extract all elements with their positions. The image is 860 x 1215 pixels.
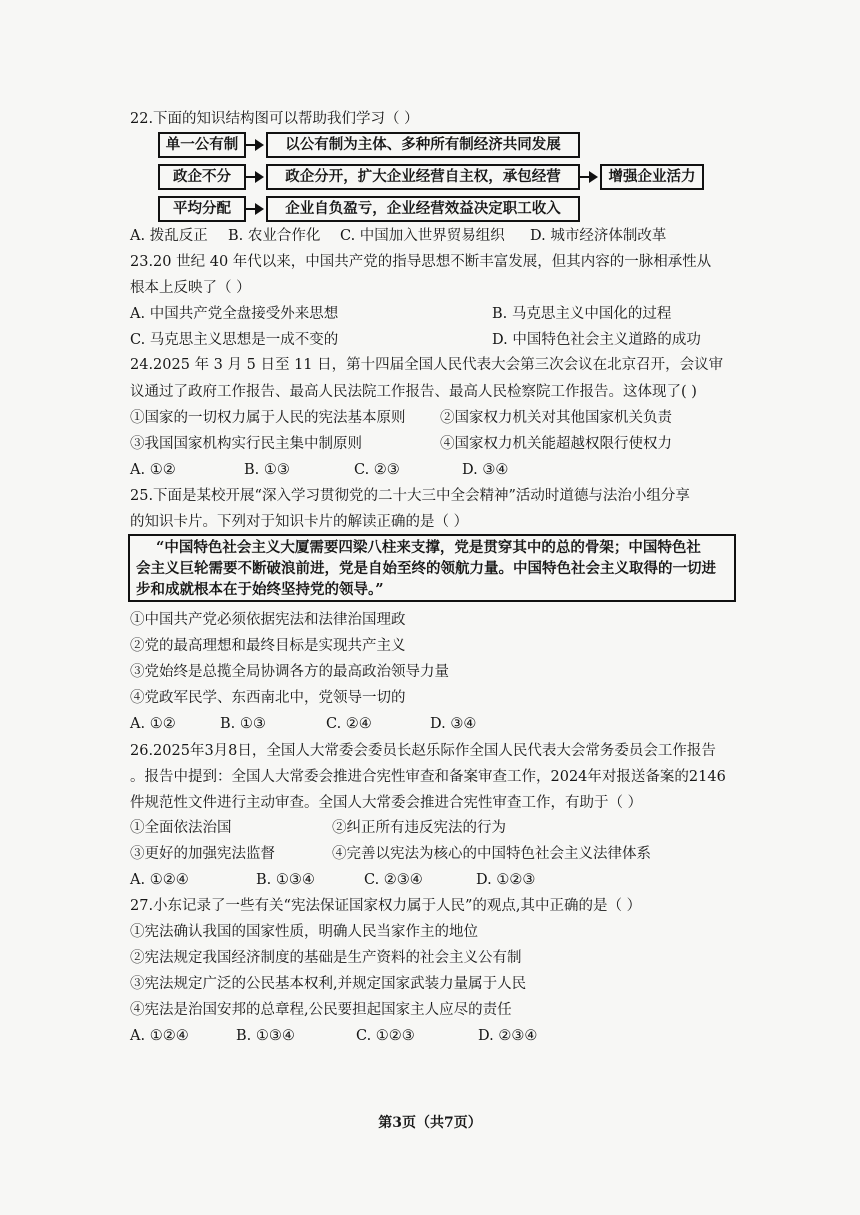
- q26-statement-3: ③更好的加强宪法监督: [130, 846, 275, 862]
- q27-statement-1: ①宪法确认我国的国家性质，明确人民当家作主的地位: [130, 924, 478, 940]
- q24-option-c: C. ②③: [354, 462, 400, 478]
- q23-stem-line1: 23.20 世纪 40 年代以来，中国共产党的指导思想不断丰富发展，但其内容的一脉相承性从: [130, 254, 712, 270]
- diagram-box-self-responsible: 企业自负盈亏，企业经营效益决定职工收入: [266, 196, 580, 222]
- knowledge-card-line1: “中国特色社会主义大厦需要四梁八柱来支撑，党是贯穿其中的总的骨架；中国特色社: [156, 539, 701, 556]
- q27-statement-2: ②宪法规定我国经济制度的基础是生产资料的社会主义公有制: [130, 950, 522, 966]
- q27-option-d: D. ②③④: [478, 1028, 538, 1044]
- q25-statement-2: ②党的最高理想和最终目标是实现共产主义: [130, 638, 406, 654]
- q23-stem-line2: 根本上反映了（ ）: [130, 280, 251, 296]
- q22-option-a: A. 拨乱反正: [130, 228, 208, 244]
- q24-statement-1: ①国家的一切权力属于人民的宪法基本原则: [130, 410, 406, 426]
- q27-statement-3: ③宪法规定广泛的公民基本权利,并规定国家武装力量属于人民: [130, 976, 527, 992]
- knowledge-card: [128, 534, 736, 602]
- page-number-footer: 第3页（共7页）: [378, 1115, 482, 1131]
- q25-option-c: C. ②④: [326, 716, 372, 732]
- q22-stem: 22.下面的知识结构图可以帮助我们学习（ ）: [130, 111, 419, 127]
- q24-statement-2: ②国家权力机关对其他国家机关负责: [440, 410, 672, 426]
- q25-option-a: A. ①②: [130, 716, 176, 732]
- q25-option-b: B. ①③: [220, 716, 266, 732]
- q26-option-d: D. ①②③: [476, 872, 536, 888]
- q25-stem-line2: 的知识卡片。下列对于知识卡片的解读正确的是（ ）: [130, 514, 469, 530]
- q26-option-a: A. ①②④: [130, 872, 189, 888]
- diagram-box-equal-distribution: 平均分配: [158, 196, 246, 222]
- q27-option-a: A. ①②④: [130, 1028, 189, 1044]
- q24-statement-3: ③我国国家机构实行民主集中制原则: [130, 436, 362, 452]
- q26-statement-1: ①全面依法治国: [130, 820, 232, 836]
- q25-statement-4: ④党政军民学、东西南北中，党领导一切的: [130, 690, 406, 706]
- diagram-arrow-1: [244, 144, 262, 146]
- q26-statement-2: ②纠正所有违反宪法的行为: [332, 820, 506, 836]
- q25-statement-3: ③党始终是总揽全局协调各方的最高政治领导力量: [130, 664, 449, 680]
- q24-stem-line2: 议通过了政府工作报告、最高人民法院工作报告、最高人民检察院工作报告。这体现了( ): [130, 384, 697, 400]
- q26-statement-4: ④完善以宪法为核心的中国特色社会主义法律体系: [332, 846, 651, 862]
- q27-option-b: B. ①③④: [236, 1028, 295, 1044]
- q25-statement-1: ①中国共产党必须依据宪法和法律治国理政: [130, 612, 406, 628]
- q22-option-b: B. 农业合作化: [228, 228, 321, 244]
- q24-option-d: D. ③④: [462, 462, 509, 478]
- diagram-box-separation: 政企分开，扩大企业经营自主权，承包经营: [266, 164, 580, 190]
- q27-stem: 27.小东记录了一些有关“宪法保证国家权力属于人民”的观点,其中正确的是（ ）: [130, 898, 642, 914]
- diagram-arrow-4: [244, 208, 262, 210]
- knowledge-card-line3: 步和成就根本在于始终坚持党的领导。”: [136, 581, 384, 598]
- q22-option-c: C. 中国加入世界贸易组织: [340, 228, 505, 244]
- q24-option-b: B. ①③: [244, 462, 290, 478]
- diagram-box-public-main: 以公有制为主体、多种所有制经济共同发展: [266, 132, 580, 158]
- diagram-box-no-separation: 政企不分: [158, 164, 246, 190]
- q26-stem-line3: 件规范性文件进行主动审查。全国人大常委会推进合宪性审查工作，有助于（ ）: [130, 795, 643, 811]
- q26-option-c: C. ②③④: [364, 872, 423, 888]
- diagram-arrow-2: [244, 176, 262, 178]
- q23-option-c: C. 马克思主义思想是一成不变的: [130, 332, 339, 348]
- diagram-box-single-public: 单一公有制: [158, 132, 246, 158]
- q26-option-b: B. ①③④: [256, 872, 315, 888]
- q24-stem-line1: 24.2025 年 3 月 5 日至 11 日，第十四届全国人民代表大会第三次会议在北京召开，会议审: [130, 357, 724, 373]
- q25-stem-line1: 25.下面是某校开展“深入学习贯彻党的二十大三中全会精神”活动时道德与法治小组分享: [130, 488, 690, 504]
- q23-option-d: D. 中国特色社会主义道路的成功: [492, 332, 701, 348]
- q24-option-a: A. ①②: [130, 462, 176, 478]
- q26-stem-line2: 。报告中提到：全国人大常委会推进合宪性审查和备案审查工作，2024年对报送备案的2146: [130, 769, 726, 785]
- q23-option-b: B. 马克思主义中国化的过程: [492, 306, 672, 322]
- q24-statement-4: ④国家权力机关能超越权限行使权力: [440, 436, 672, 452]
- q23-option-a: A. 中国共产党全盘接受外来思想: [130, 306, 339, 322]
- q25-option-d: D. ③④: [430, 716, 477, 732]
- diagram-box-enterprise-vitality: 增强企业活力: [600, 164, 704, 190]
- knowledge-card-line2: 会主义巨轮需要不断破浪前进，党是自始至终的领航力量。中国特色社会主义取得的一切进: [136, 560, 716, 577]
- q22-option-d: D. 城市经济体制改革: [530, 228, 667, 244]
- diagram-arrow-3: [578, 176, 596, 178]
- q27-statement-4: ④宪法是治国安邦的总章程,公民要担起国家主人应尽的责任: [130, 1002, 512, 1018]
- q26-stem-line1: 26.2025年3月8日，全国人大常委会委员长赵乐际作全国人民代表大会常务委员会工作报告: [130, 743, 716, 759]
- q27-option-c: C. ①②③: [356, 1028, 415, 1044]
